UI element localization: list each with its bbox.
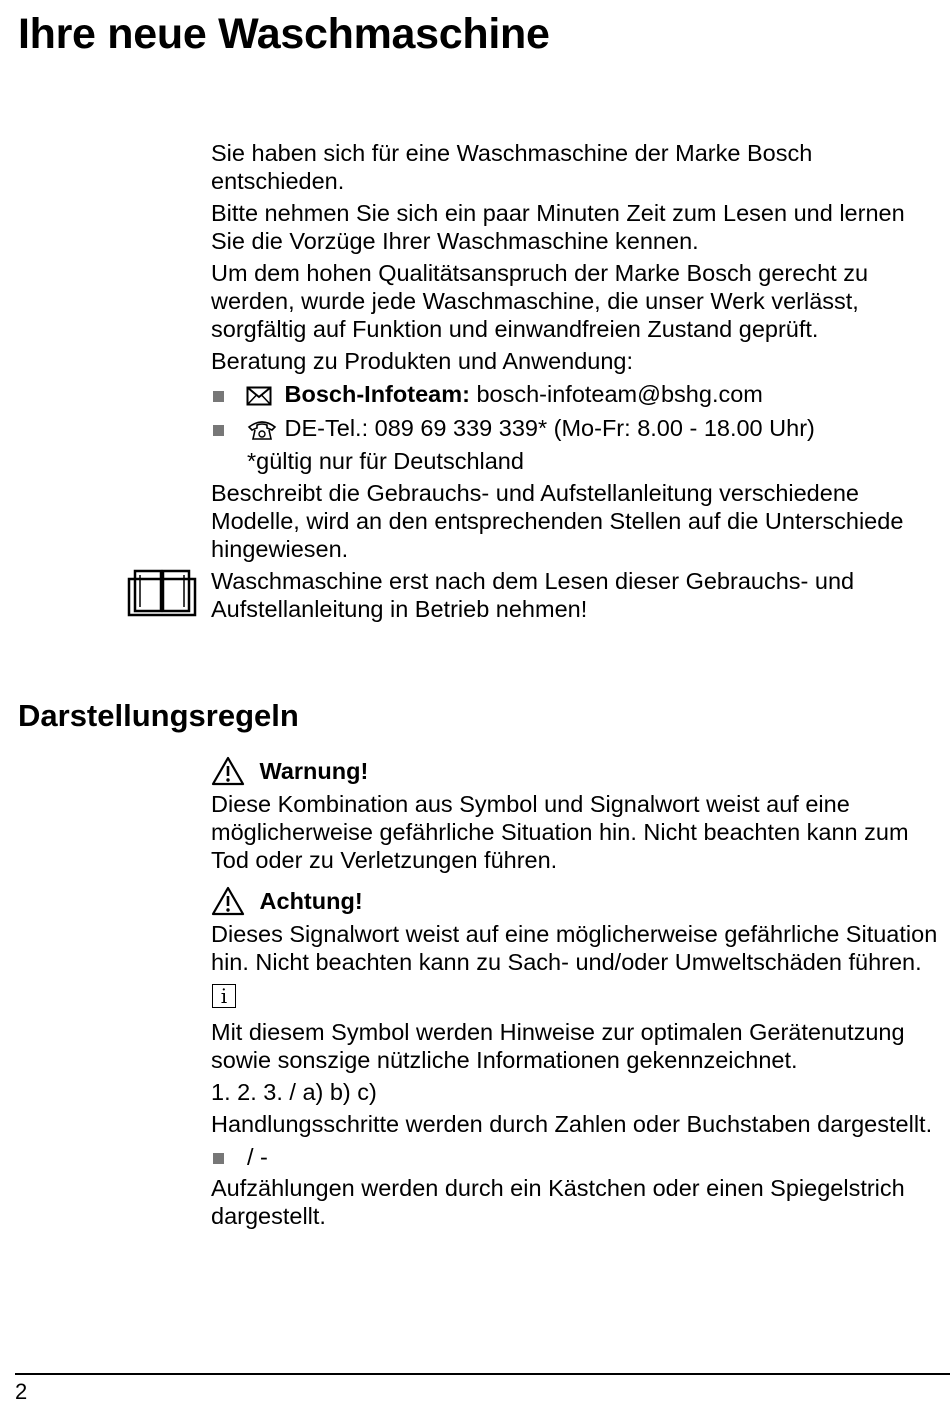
caution-label: Achtung!	[259, 887, 363, 914]
rules-section	[211, 752, 941, 1234]
phone-note: *gültig nur für Deutschland	[247, 448, 524, 474]
list-description: Aufzählungen werden durch ein Kästchen oder einen Spiegelstrich dargestellt.	[211, 1174, 905, 1229]
email-contact-item	[211, 379, 941, 409]
warning-description: Diese Kombination aus Symbol und Signalwort weist auf eine möglicherweise gefährliche Situation hin. Nicht beachten kann zum Tod oder zu Verletzungen führen.	[211, 790, 909, 873]
intro-paragraph: Um dem hohen Qualitätsanspruch der Marke Bosch gerecht zu werden, wurde jede Waschmaschine, die unser Werk verlässt, sorgfältig auf Funktion und einwandfreien Zustand geprüft.	[211, 260, 869, 342]
warning-signal	[211, 754, 941, 786]
caution-triangle-icon	[211, 886, 245, 916]
info-icon: i	[212, 984, 236, 1008]
caution-signal	[211, 884, 941, 916]
bullet-square-icon	[213, 391, 224, 402]
warning-label: Warnung!	[259, 757, 369, 784]
phone-contact-item	[211, 413, 941, 443]
intro-paragraph: Sie haben sich für eine Waschmaschine der Marke Bosch entschieden.	[211, 140, 813, 194]
page-title: Ihre neue Waschmaschine	[18, 10, 550, 58]
footer-divider	[15, 1373, 950, 1375]
envelope-icon	[246, 386, 272, 406]
manual-book-icon	[127, 567, 197, 617]
info-description: Mit diesem Symbol werden Hinweise zur optimalen Gerätenutzung sowie sonszige nützliche Informationen gekennzeichnet.	[211, 1018, 905, 1073]
list-symbol-row	[211, 1142, 941, 1174]
intro-section	[211, 139, 941, 627]
telephone-icon	[246, 419, 278, 441]
page-number: 2	[15, 1379, 28, 1404]
phone-number: DE-Tel.: 089 69 339 339* (Mo-Fr: 8.00 - 18.00 Uhr)	[284, 415, 815, 441]
read-manual-notice	[211, 567, 941, 623]
read-manual-text: Waschmaschine erst nach dem Lesen dieser Gebrauchs- und Aufstellanleitung in Betrieb nehmen!	[211, 568, 855, 622]
email-address[interactable]: bosch-infoteam@bshg.com	[476, 381, 763, 407]
list-symbol: / -	[247, 1143, 268, 1170]
email-label: Bosch-Infoteam:	[284, 381, 470, 407]
intro-paragraph: Bitte nehmen Sie sich ein paar Minuten Zeit zum Lesen und lernen Sie die Vorzüge Ihrer Waschmaschine kennen.	[211, 200, 905, 254]
steps-description: Handlungsschritte werden durch Zahlen oder Buchstaben dargestellt.	[211, 1110, 933, 1137]
caution-description: Dieses Signalwort weist auf eine möglicherweise gefährliche Situation hin. Nicht beachten kann zu Sach- und/oder Umweltschäden führen.	[211, 920, 938, 975]
section-title: Darstellungsregeln	[18, 698, 299, 733]
bullet-square-icon	[213, 1153, 224, 1164]
intro-paragraph: Beschreibt die Gebrauchs- und Aufstellanleitung verschiedene Modelle, wird an den entsprechenden Stellen auf die Unterschiede hingewiesen.	[211, 480, 904, 562]
advice-heading: Beratung zu Produkten und Anwendung:	[211, 348, 634, 374]
bullet-square-icon	[213, 425, 224, 436]
steps-symbol: 1. 2. 3. / a) b) c)	[211, 1078, 377, 1105]
warning-triangle-icon	[211, 756, 245, 786]
